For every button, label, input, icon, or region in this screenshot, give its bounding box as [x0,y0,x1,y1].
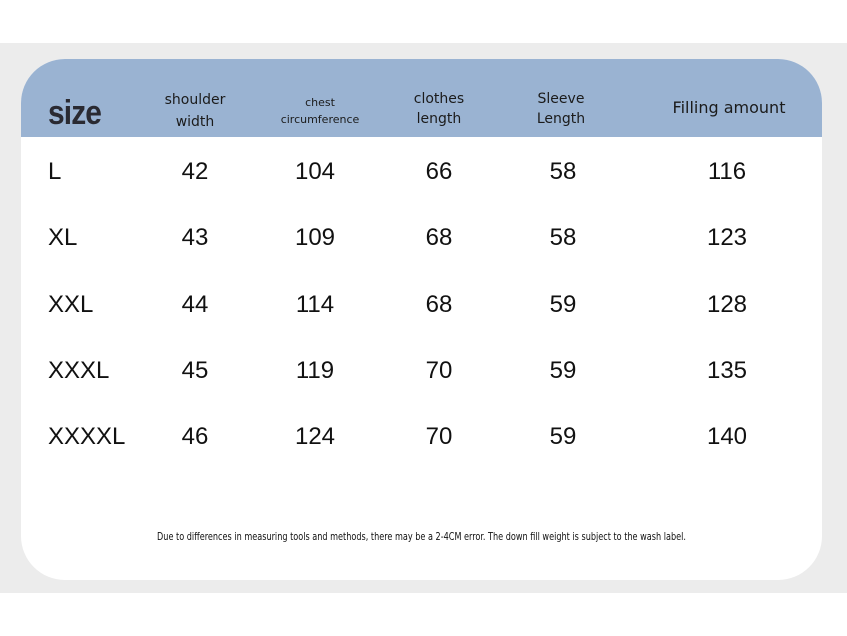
cell-length: 68 [425,291,453,318]
cell-sleeve: 59 [549,357,577,384]
cell-filling: 135 [706,357,748,384]
cell-sleeve: 58 [549,224,577,251]
table-row [21,213,822,263]
cell-size: XXXL [48,357,110,384]
cell-size: XXXXL [48,423,126,450]
cell-sleeve: 58 [549,158,577,185]
header-sleeve-length [521,87,601,131]
cell-filling: 123 [706,224,748,251]
header-shoulder-width [151,89,239,133]
cell-length: 70 [425,357,453,384]
header-chest-line2: circumference [280,113,360,126]
cell-chest: 104 [294,158,336,185]
header-size: size [48,93,102,132]
cell-chest: 114 [295,291,335,318]
cell-filling: 128 [706,291,748,318]
table-row [21,147,822,197]
header-shoulder-line1: shoulder [164,92,226,108]
cell-filling: 116 [707,158,747,185]
header-clothes-line2: length [416,111,462,127]
table-row [21,346,822,396]
cell-chest: 124 [294,423,336,450]
cell-filling: 140 [706,423,748,450]
cell-chest: 109 [294,224,336,251]
header-filling-amount: Filling amount [672,97,786,117]
cell-shoulder: 42 [181,158,209,185]
header-chest-circumference [275,91,365,131]
cell-shoulder: 43 [181,224,209,251]
cell-chest: 119 [295,357,335,384]
cell-shoulder: 46 [181,423,209,450]
cell-sleeve: 59 [549,423,577,450]
header-chest-line1: chest [305,96,335,109]
cell-size: L [48,158,62,185]
cell-shoulder: 45 [181,357,209,384]
cell-shoulder: 44 [181,291,209,318]
header-clothes-line1: clothes [413,91,465,107]
cell-size: XL [48,224,78,251]
table-header [21,59,822,137]
cell-length: 68 [425,224,453,251]
cell-size: XXL [48,291,94,318]
cell-length: 66 [425,158,453,185]
measurement-note: Due to differences in measuring tools and methods, there may be a 2-4CM error. The down fill weight is subject to the wash label. [157,531,686,543]
cell-length: 70 [425,423,453,450]
header-sleeve-line2: Length [536,111,586,127]
header-clothes-length [399,87,479,131]
header-sleeve-line1: Sleeve [537,91,585,107]
header-shoulder-line2: width [175,114,215,130]
table-row [21,280,822,330]
table-row [21,412,822,462]
cell-sleeve: 59 [549,291,577,318]
size-chart-card [21,59,822,580]
